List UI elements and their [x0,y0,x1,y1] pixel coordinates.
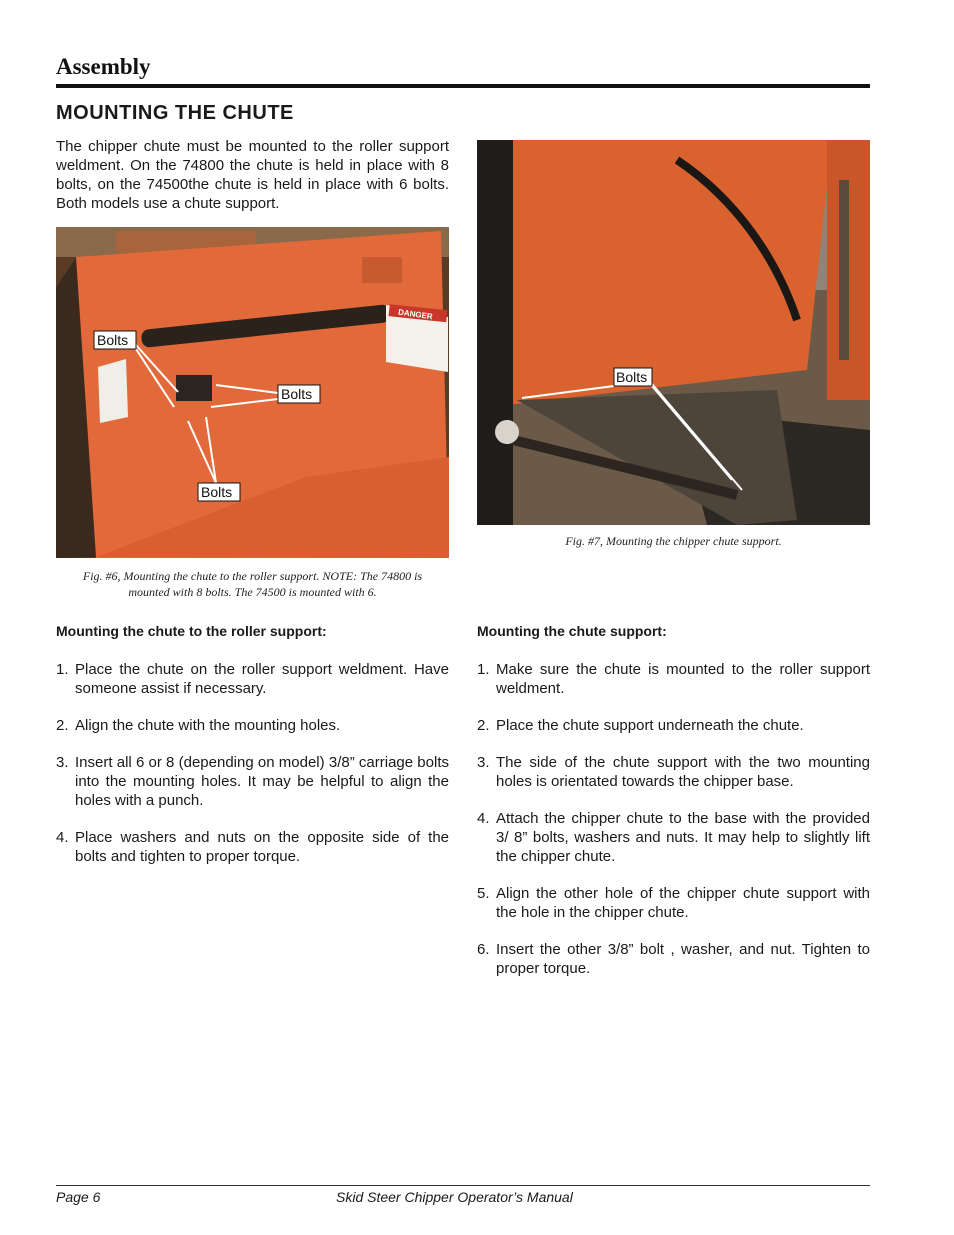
step-number: 6. [477,941,490,958]
right-steps-list [477,660,870,996]
step-number: 5. [477,885,490,902]
bolts-label-text: Bolts [616,369,648,385]
step-text: Attach the chipper chute to the base with the provided 3/ 8” bolts, washers and nuts. It may help to slightly lift the chipper chute. [496,810,870,865]
figure-6-caption-line-2: mounted with 8 bolts. The 74500 is mounted with 6. [128,585,377,599]
step-number: 1. [56,661,69,678]
list-item [56,716,449,735]
bolts-label-text: Bolts [97,332,129,348]
title-rule [56,84,870,88]
page-number: Page 6 [56,1189,101,1205]
list-item [477,809,870,866]
step-number: 2. [477,717,490,734]
step-text: Align the chute with the mounting holes. [75,717,341,734]
step-text: Place washers and nuts on the opposite side of the bolts and tighten to proper torque. [75,829,449,865]
bolts-label-2 [278,385,320,403]
step-text: Place the chute on the roller support weldment. Have someone assist if necessary. [75,661,449,697]
bolts-label-1 [94,331,136,349]
right-section-title: Mounting the chute support: [477,623,667,639]
list-item [477,753,870,791]
list-item [477,660,870,698]
step-text: The side of the chute support with the two mounting holes is orientated towards the chipper base. [496,754,870,790]
page-heading: MOUNTING THE CHUTE [56,102,294,124]
left-section-title: Mounting the chute to the roller support: [56,623,327,639]
step-text: Place the chute support underneath the chute. [496,717,804,734]
figure-6-photo [56,227,449,558]
manual-title: Skid Steer Chipper Operator’s Manual [336,1189,573,1205]
figure-6-caption [56,568,449,600]
bolts-label-text: Bolts [281,386,313,402]
list-item [477,716,870,735]
step-text: Align the other hole of the chipper chute support with the hole in the chipper chute. [496,885,870,921]
step-text: Make sure the chute is mounted to the roller support weldment. [496,661,870,697]
figure-7-photo [477,140,870,525]
step-number: 3. [477,754,490,771]
step-text: Insert all 6 or 8 (depending on model) 3/8” carriage bolts into the mounting holes. It may be helpful to align the holes with a punch. [75,754,449,809]
bolts-label-text: Bolts [201,484,233,500]
step-number: 4. [56,829,69,846]
bolts-label-3 [198,483,240,501]
step-text: Insert the other 3/8” bolt , washer, and nut. Tighten to proper torque. [496,941,870,977]
figure-7-caption: Fig. #7, Mounting the chipper chute support. [565,534,782,548]
step-number: 2. [56,717,69,734]
list-item [56,828,449,866]
list-item [477,884,870,922]
list-item [477,940,870,978]
danger-decal-text: DANGER [397,307,434,322]
intro-paragraph: The chipper chute must be mounted to the roller support weldment. On the 74800 the chute is held in place with 8 bolts, on the 74500the chute is held in place with 6 bolts. Both models use a chute support. [56,138,449,212]
step-number: 3. [56,754,69,771]
step-number: 4. [477,810,490,827]
left-steps-list [56,660,449,884]
bolts-label-fig7 [614,368,652,386]
step-number: 1. [477,661,490,678]
list-item [56,753,449,810]
footer-rule [56,1185,870,1186]
list-item [56,660,449,698]
figure-6-caption-line-1: Fig. #6, Mounting the chute to the roller support. NOTE: The 74800 is [82,569,423,583]
section-title: Assembly [56,54,151,79]
